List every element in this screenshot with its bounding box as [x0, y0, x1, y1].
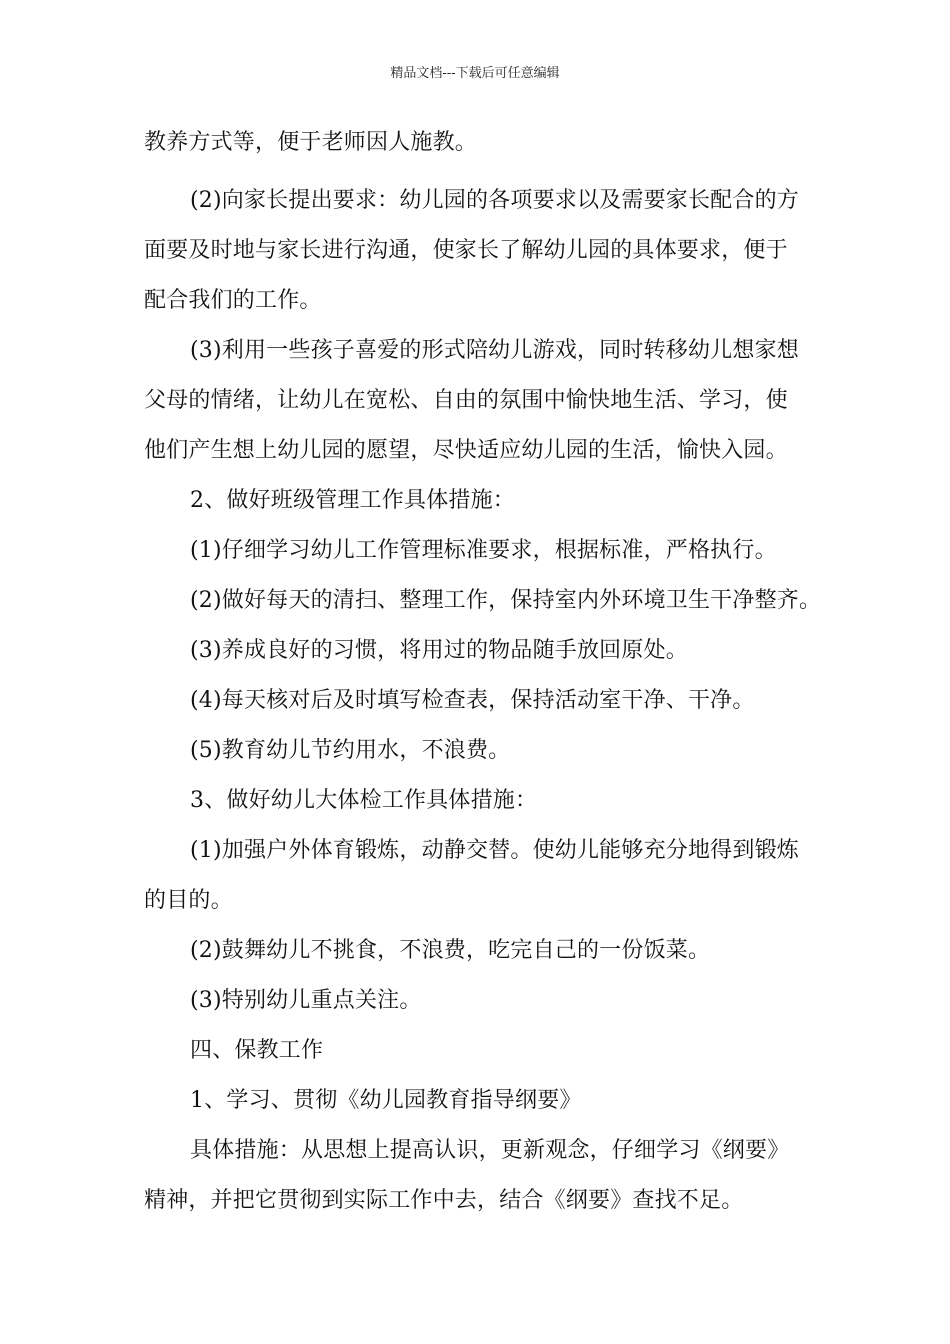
section-heading: 2、做好班级管理工作具体措施： [190, 488, 515, 513]
text-line: (2)做好每天的清扫、整理工作，保持室内外环境卫生干净整齐。 [190, 588, 822, 613]
text-line: 他们产生想上幼儿园的愿望，尽快适应幼儿园的生活，愉快入园。 [144, 438, 788, 463]
text-line: (3)养成良好的习惯，将用过的物品随手放回原处。 [190, 638, 688, 663]
text-line: 配合我们的工作。 [144, 288, 322, 313]
text-line: 精神，并把它贯彻到实际工作中去，结合《纲要》查找不足。 [144, 1188, 744, 1213]
text-line: 的目的。 [144, 888, 233, 913]
text-line: (4)每天核对后及时填写检查表，保持活动室干净、干净。 [190, 688, 755, 713]
section-heading: 1、学习、贯彻《幼儿园教育指导纲要》 [190, 1088, 582, 1113]
text-line: 具体措施：从思想上提高认识，更新观念，仔细学习《纲要》 [190, 1138, 790, 1163]
text-line: (2)鼓舞幼儿不挑食，不浪费，吃完自己的一份饭菜。 [190, 938, 711, 963]
section-heading: 四、保教工作 [190, 1038, 324, 1063]
text-line: (5)教育幼儿节约用水，不浪费。 [190, 738, 511, 763]
section-heading: 3、做好幼儿大体检工作具体措施： [190, 788, 538, 813]
text-line: 面要及时地与家长进行沟通，使家长了解幼儿园的具体要求，便于 [144, 238, 788, 263]
text-line: (2)向家长提出要求：幼儿园的各项要求以及需要家长配合的方 [190, 188, 799, 213]
text-line: (3)利用一些孩子喜爱的形式陪幼儿游戏，同时转移幼儿想家想 [190, 338, 799, 363]
text-line: (1)仔细学习幼儿工作管理标准要求，根据标准，严格执行。 [190, 538, 777, 563]
text-line: (3)特别幼儿重点关注。 [190, 988, 422, 1013]
text-line: (1)加强户外体育锻炼，动静交替。使幼儿能够充分地得到锻炼 [190, 838, 799, 863]
text-line: 父母的情绪，让幼儿在宽松、自由的氛围中愉快地生活、学习，使 [144, 388, 788, 413]
page-header: 精品文档---下载后可任意编辑 [390, 66, 560, 81]
text-line: 教养方式等，便于老师因人施教。 [144, 130, 478, 155]
